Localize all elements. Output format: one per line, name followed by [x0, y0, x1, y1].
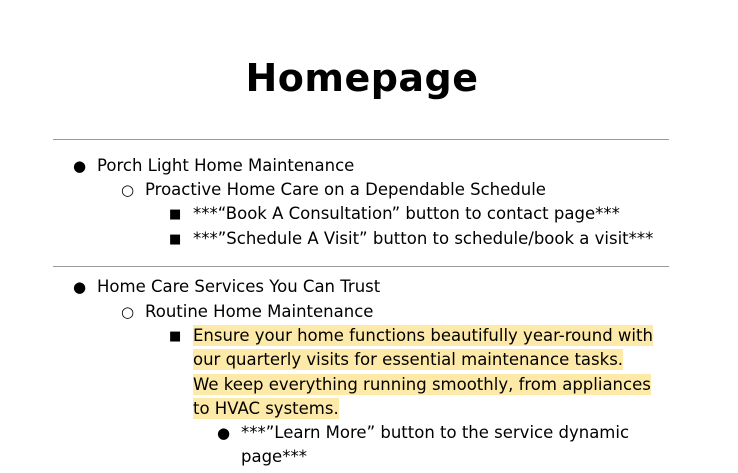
highlighted-service-description: [193, 324, 653, 421]
disc-bullet-icon: ●: [73, 278, 87, 296]
section1-subheading: Proactive Home Care on a Dependable Schedule: [145, 180, 546, 199]
circle-bullet-icon: ○: [121, 303, 135, 321]
highlighted-text: Ensure your home functions beautifully year-round with our quarterly visits for essential maintenance tasks. We keep everything running smoothly, from appliances to HVAC systems.: [193, 326, 653, 418]
section2-subheading: Routine Home Maintenance: [145, 302, 374, 321]
section2-learn-more-item: ***”Learn More” button to the service dynamic page***: [241, 423, 630, 467]
disc-bullet-icon: ●: [217, 424, 231, 442]
page-title: Homepage: [245, 56, 479, 100]
square-bullet-icon: ■: [169, 207, 182, 222]
section2-heading: Home Care Services You Can Trust: [97, 277, 381, 296]
section-divider: [53, 139, 669, 140]
disc-bullet-icon: ●: [73, 157, 87, 175]
section-divider: [53, 266, 669, 267]
section1-item-schedule: ***”Schedule A Visit” button to schedule/book a visit***: [193, 229, 654, 248]
section1-item-consultation: ***“Book A Consultation” button to contact page***: [193, 204, 620, 223]
square-bullet-icon: ■: [169, 329, 182, 344]
square-bullet-icon: ■: [169, 232, 182, 247]
section1-heading: Porch Light Home Maintenance: [97, 156, 355, 175]
circle-bullet-icon: ○: [121, 181, 135, 199]
